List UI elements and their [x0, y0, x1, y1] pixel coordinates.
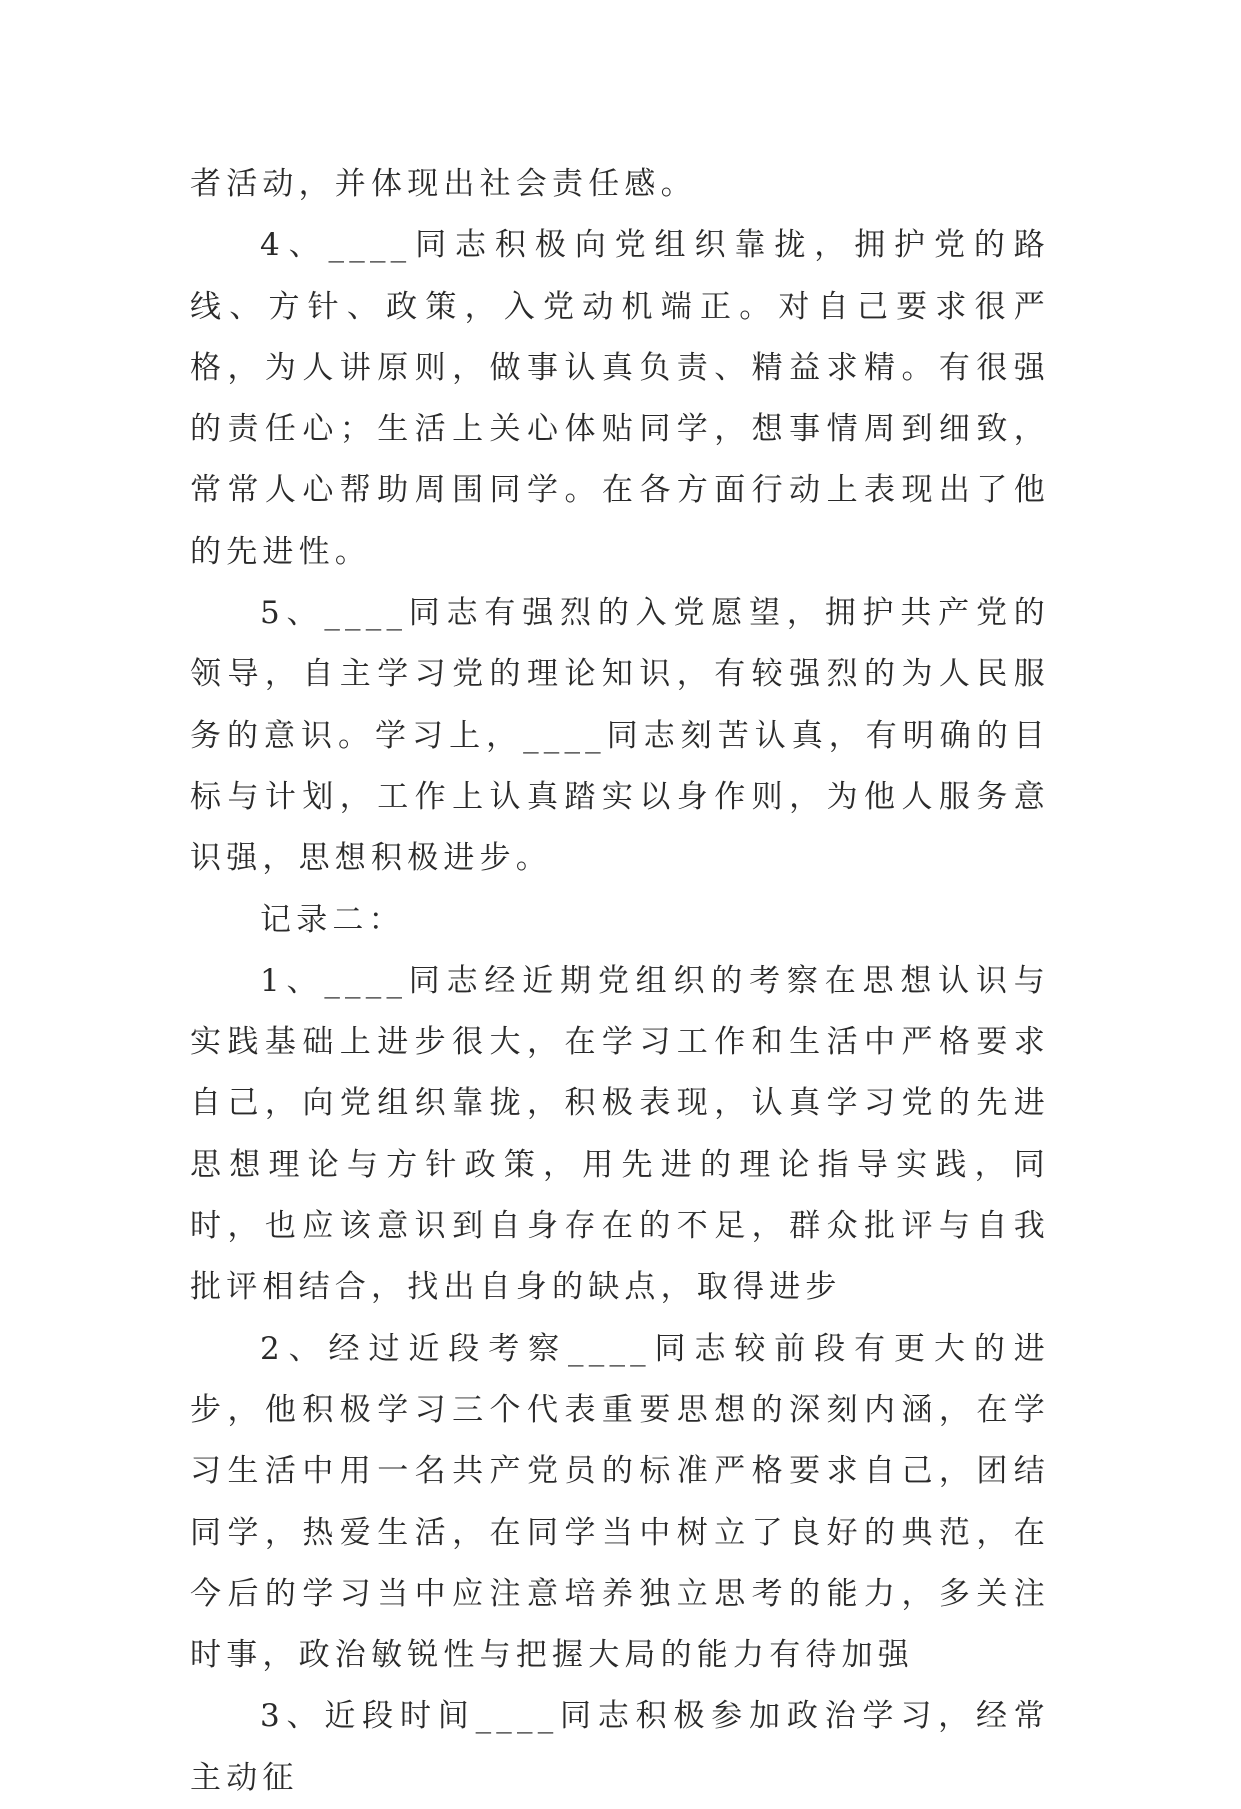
section-heading-record-2: 记录二： [260, 901, 405, 938]
document-body [190, 154, 1050, 1809]
paragraph-continuation: 者活动，并体现出社会责任感。 [190, 166, 697, 202]
paragraph-record2-item-2: 2、经过近段考察____同志较前段有更大的进步，他积极学习三个代表重要思想的深刻内涵，在学习生活中用一名共产党员的标准严格要求自己，团结同学，热爱生活，在同学当中树立了良好的典范，在今后的学习当中应注意培养独立思考的能力，多关注时事，政治敏锐性与把握大局的能力有待加强 [190, 1330, 1050, 1674]
paragraph-record2-item-3: 3、近段时间____同志积极参加政治学习，经常主动征 [190, 1698, 1050, 1796]
paragraph-item-5: 5、____同志有强烈的入党愿望，拥护共产党的领导，自主学习党的理论知识，有较强烈的为人民服务的意识。学习上，____同志刻苦认真，有明确的目标与计划，工作上认真踏实以身作则，为他人服务意识强，思想积极进步。 [190, 595, 1050, 877]
paragraph-record2-item-1: 1、____同志经近期党组织的考察在思想认识与实践基础上进步很大，在学习工作和生活中严格要求自己，向党组织靠拢，积极表现，认真学习党的先进思想理论与方针政策，用先进的理论指导实践，同时，也应该意识到自身存在的不足，群众批评与自我批评相结合，找出自身的缺点，取得进步 [190, 962, 1050, 1306]
paragraph-item-4: 4、____同志积极向党组织靠拢，拥护党的路线、方针、政策，入党动机端正。对自己要求很严格，为人讲原则，做事认真负责、精益求精。有很强的责任心；生活上关心体贴同学，想事情周到细致，常常人心帮助周围同学。在各方面行动上表现出了他的先进性。 [190, 227, 1050, 570]
